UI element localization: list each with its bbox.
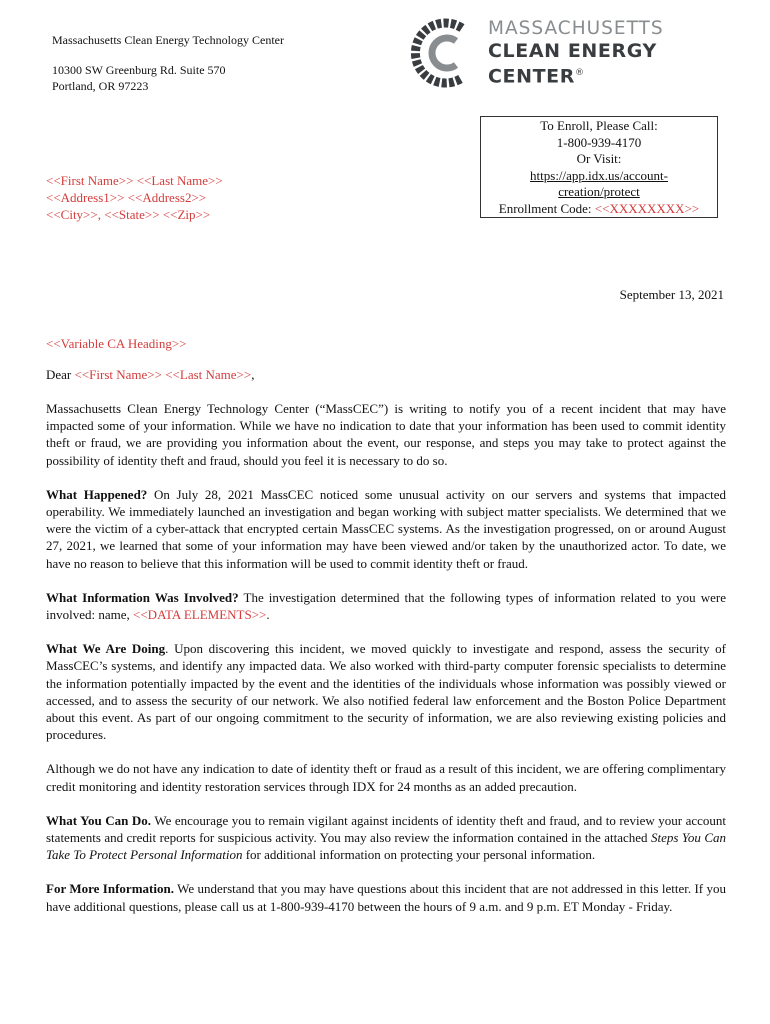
sender-name: Massachusetts Clean Energy Technology Center bbox=[52, 33, 284, 47]
more-information-text: We understand that you may have questions about this incident that are not addressed in this letter. If you have additional questions, please call us at 1-800-939-4170 between the hours of 9 a.m. and 9 p.m. ET Monday - Friday. bbox=[46, 881, 726, 914]
information-involved-end: . bbox=[266, 607, 270, 623]
paragraph-what-we-are-doing bbox=[46, 640, 726, 743]
sender-address-line2: Portland, OR 97223 bbox=[52, 79, 149, 93]
recipient-line3: <<City>>, <<State>> <<Zip>> bbox=[46, 207, 211, 222]
masscec-logo-icon bbox=[404, 14, 484, 92]
recipient-address bbox=[46, 172, 223, 223]
recipient-line2: <<Address1>> <<Address2>> bbox=[46, 190, 207, 205]
paragraph-offer: Although we do not have any indication to date of identity theft or fraud as a result of this incident, we are offering complimentary credit monitoring and identity restoration services through IDX for 24 months as an added precaution. bbox=[46, 761, 726, 794]
what-you-can-do-text: We encourage you to remain vigilant against incidents of identity theft and fraud, and to review your account statements and credit reports for suspicious activity. You may also review the information contained in the attached bbox=[46, 812, 727, 846]
paragraph-more-information bbox=[46, 880, 726, 914]
paragraph-what-happened bbox=[46, 486, 726, 572]
what-you-can-do-heading: What You Can Do. bbox=[46, 812, 152, 828]
what-happened-text: On July 28, 2021 MassCEC noticed some unusual activity on our servers and systems that impacted operability. We immediately launched an investigation and began working with subject matter specialists. We determined that we were the victim of a cyber-attack that encrypted certain MassCEC systems. As the investigation progressed, on or around August 27, 2021, we learned that some of your information may have been viewed and/or taken by the unauthorized actor. To date, we have no reason to believe that this information will be used to commit identity theft or fraud. bbox=[46, 486, 726, 571]
what-happened-heading: What Happened? bbox=[46, 486, 148, 502]
logo-line-3-text: CENTER bbox=[488, 65, 575, 88]
registered-mark: ® bbox=[575, 68, 585, 78]
what-you-can-do-end: for additional information on protecting your personal information. bbox=[242, 847, 596, 863]
paragraph-information-involved bbox=[46, 589, 726, 623]
enroll-code bbox=[481, 201, 717, 218]
information-involved-text: The investigation determined that the following types of information related to you were involved: name, bbox=[46, 589, 726, 623]
enroll-url-part1[interactable]: https://app.idx.us/account- bbox=[530, 167, 668, 183]
letter-date: September 13, 2021 bbox=[619, 287, 724, 302]
enroll-call-label: To Enroll, Please Call: bbox=[540, 118, 658, 133]
variable-heading: <<Variable CA Heading>> bbox=[46, 336, 187, 351]
logo-line-1: MASSACHUSETTS bbox=[488, 18, 664, 39]
enroll-code-label: Enrollment Code: bbox=[498, 200, 595, 216]
paragraph-intro: Massachusetts Clean Energy Technology Center (“MassCEC”) is writing to notify you of a recent incident that may have impacted some of your information. While we have no indication to date that your information has been used to commit identity theft or fraud, we are providing you information about the event, our response, and steps you may take to protect against the possibility of identity theft and fraud, should you feel it is necessary to do so. bbox=[46, 401, 726, 468]
steps-document-title: Steps You Can Take To Protect Personal Information bbox=[46, 830, 726, 863]
enroll-url-part2[interactable]: creation/protect bbox=[558, 184, 640, 200]
logo-wordmark bbox=[488, 18, 664, 87]
paragraph-what-you-can-do bbox=[46, 812, 726, 864]
what-we-are-doing-text: . Upon discovering this incident, we moved quickly to investigate and respond, assess the security of MassCEC’s systems, and identify any impacted data. We also worked with third-party computer forensic specialists to determine the information potentially impacted by the event and the identities of the individuals whose information was possibly viewed or accessed, and to assess the security of our network. We also notified federal law enforcement and the Boston Police Department about this event. As part of our ongoing commitment to the security of information, we are also reviewing existing policies and procedures. bbox=[46, 641, 726, 743]
salutation bbox=[46, 367, 254, 383]
data-elements-placeholder: <<DATA ELEMENTS>> bbox=[133, 607, 267, 623]
masscec-logo bbox=[404, 14, 694, 92]
what-we-are-doing-heading: What We Are Doing bbox=[46, 641, 166, 657]
salutation-suffix: , bbox=[251, 367, 255, 382]
recipient-line1: <<First Name>> <<Last Name>> bbox=[46, 173, 223, 188]
sender-address-line1: 10300 SW Greenburg Rd. Suite 570 bbox=[52, 63, 226, 77]
salutation-prefix: Dear bbox=[46, 367, 75, 382]
letter-body bbox=[46, 400, 726, 932]
enroll-visit-label: Or Visit: bbox=[576, 151, 622, 167]
salutation-name: <<First Name>> <<Last Name>> bbox=[74, 367, 252, 382]
enrollment-box bbox=[480, 116, 718, 218]
enroll-code-value: <<XXXXXXXX>> bbox=[594, 200, 700, 216]
enroll-phone: 1-800-939-4170 bbox=[556, 134, 642, 150]
more-information-heading: For More Information. bbox=[46, 881, 174, 897]
logo-line-3 bbox=[488, 62, 664, 87]
sender-address bbox=[52, 32, 284, 94]
logo-line-2: CLEAN ENERGY bbox=[488, 40, 657, 62]
information-involved-heading: What Information Was Involved? bbox=[46, 589, 239, 605]
